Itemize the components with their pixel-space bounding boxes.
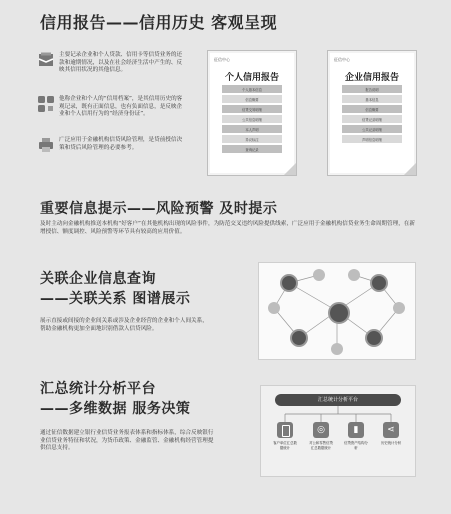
section1-title: 信用报告——信用历史 客观呈现 (40, 13, 278, 32)
graph-node (280, 274, 298, 292)
graph-node-light (268, 302, 280, 314)
enterprise-report-row: 公共记录明细 (342, 125, 402, 133)
enterprise-report-logo: 征信中心 (334, 57, 350, 62)
enterprise-credit-report (327, 50, 417, 176)
graph-node (370, 274, 388, 292)
personal-report-row: 本人声明 (222, 125, 282, 133)
section4-title-line1: 汇总统计分析平台 (40, 381, 156, 397)
personal-credit-report (207, 50, 297, 176)
graph-node-light (393, 302, 405, 314)
grid-icon (38, 96, 54, 112)
enterprise-report-title: 企业信用报告 (344, 73, 399, 83)
platform-item-label: 信贷资产结构分析 (344, 441, 368, 450)
graph-node-center (328, 302, 350, 324)
personal-report-row: 查询记录 (222, 145, 282, 153)
enterprise-report-row: 声明信息明细 (342, 135, 402, 143)
graph-node (290, 329, 308, 347)
platform-item-label: 对公和零售信贷汇总数据统计 (309, 441, 333, 450)
section1-item2-text: 他称企业和个人的“信用档案”，是其信用历史的客观记录，既有正面信息，也有负面信息，是反映企业和个人信用行为的“经济身份证”。 (59, 96, 183, 118)
platform-item-3 (344, 422, 368, 450)
enterprise-report-row: 信贷记录明细 (342, 115, 402, 123)
share-icon: ⋖ (383, 422, 399, 438)
section2-title: 重要信息提示——风险预警 及时提示 (40, 201, 278, 217)
stats-platform-diagram (260, 385, 416, 477)
platform-item-2 (308, 422, 334, 450)
platform-header-label: 汇总统计分析平台 (317, 397, 358, 403)
personal-report-row: 信息概要 (222, 95, 282, 103)
section4-text: 通过征信数据建立银行业信贷业务报表体系和指标体系，综合反映银行业信贷业务特征和状况，为货币政策、金融监管、金融机构经营管理提供信息支持。 (40, 430, 214, 452)
enterprise-report-sections (342, 85, 402, 145)
personal-report-row: 异议标注 (222, 135, 282, 143)
graph-node-light (313, 269, 325, 281)
platform-item-label: 历史统计分析 (380, 441, 402, 445)
platform-item-1 (273, 422, 297, 450)
enterprise-report-row: 信息概要 (342, 105, 402, 113)
section1-item3-text: 广泛应用于金融机构信贷风险管理，是贷前授信决策和贷后风险管理的必要参考。 (59, 137, 183, 151)
wifi-icon: ◎ (313, 422, 329, 438)
personal-report-title: 个人信用报告 (224, 73, 279, 83)
printer-icon (38, 137, 54, 153)
graph-node (365, 329, 383, 347)
document-icon (38, 52, 54, 68)
graph-node-light (348, 269, 360, 281)
chart-icon: ▮ (348, 422, 364, 438)
platform-item-4 (379, 422, 403, 446)
phone-icon (277, 422, 293, 438)
section4-title-line2: ——多维数据 服务决策 (40, 401, 191, 417)
relationship-graph (258, 262, 416, 360)
platform-item-label: 客户单位汇总数据统计 (273, 441, 297, 450)
graph-node-light (331, 343, 343, 355)
personal-report-sections (222, 85, 282, 155)
personal-report-logo: 征信中心 (214, 57, 230, 62)
section3-title-line1: 关联企业信息查询 (40, 271, 156, 287)
section3-text: 展示直接或间接的企业间关系或涉及企业经营的企业和个人间关系，帮助金融机构更加全面地识别借款人信贷风险。 (40, 318, 208, 332)
section1-item1-text: 主要记录企业和个人贷款、信用卡等信贷业务的还款和逾期情况，以及在社会经济生活中产生的、反映其信用状况的其他信息。 (59, 52, 183, 74)
page-fold (404, 163, 416, 175)
personal-report-row: 信贷交易明细 (222, 105, 282, 113)
enterprise-report-row: 报告说明 (342, 85, 402, 93)
enterprise-report-row: 基本信息 (342, 95, 402, 103)
section3-title-line2: ——关联关系 图谱展示 (40, 291, 191, 307)
section2-text: 及时主动向金融机构推送本机构“好客户”在其他机构出现的风险事件，为防范交叉违约风险提供线索，广泛应用于金融机构信贷业务生命周期管理，在新增授信、额度调控、风险预警等环节具有较高的应用价值。 (40, 221, 415, 235)
page-fold (284, 163, 296, 175)
personal-report-row: 公共信息明细 (222, 115, 282, 123)
personal-report-row: 个人基本信息 (222, 85, 282, 93)
